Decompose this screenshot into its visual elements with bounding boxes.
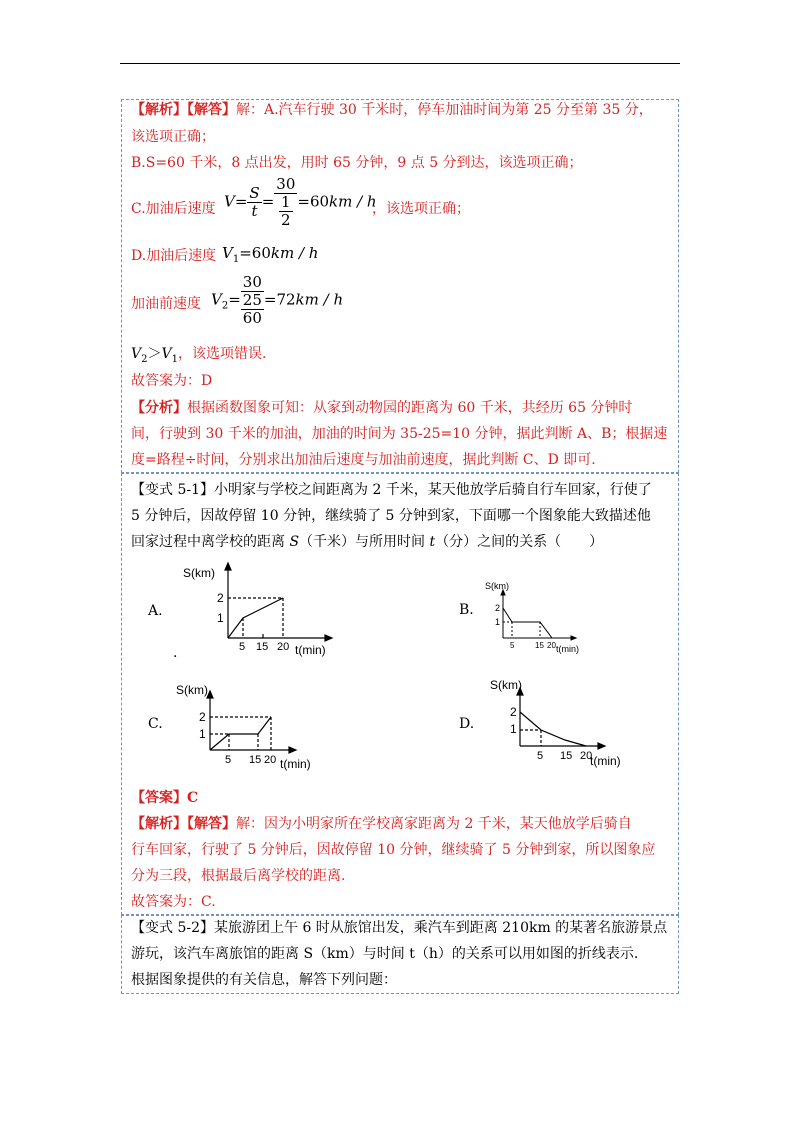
graph-a-xlabel: t(min): [295, 643, 326, 657]
s2-exp3: 分为三段，根据最后离学校的距离.: [131, 868, 346, 884]
graph-b-tick-5: 5: [510, 641, 515, 650]
graph-c-tick-15: 15: [249, 754, 262, 766]
graph-b-curve: [503, 608, 552, 638]
graph-a-tick-2: 2: [217, 591, 224, 605]
option-b-label: B.: [459, 602, 474, 618]
s1-line9: 【分析】根据函数图象可知：从家到动物园的距离为 60 千米，共经历 65 分钟时: [131, 400, 633, 416]
graph-a-y-arrow: [225, 563, 231, 570]
s1-line4-pre: C.加油后速度: [131, 201, 216, 217]
graph-c-tick-5: 5: [225, 754, 232, 766]
stray-dot: .: [173, 645, 178, 661]
graph-d-x-arrow: [598, 743, 605, 749]
graph-d-tick-5: 5: [537, 750, 544, 762]
graph-b-xlabel: t(min): [556, 644, 579, 654]
graph-c-tick-20: 20: [264, 754, 277, 766]
graph-c-tick-2: 2: [199, 710, 206, 724]
s1-line11: 度=路程÷时间，分别求出加油后速度与加油前速度，据此判断 C、D 即可.: [131, 452, 596, 468]
graph-d-ylabel: S(km): [490, 678, 522, 692]
header-rule: [120, 63, 680, 64]
s2-exp2: 行车回家，行驶了 5 分钟后，因故停留 10 分钟，继续骑了 5 分钟到家，所以图象应: [131, 842, 656, 858]
s1-line7: $V_2>V_1$，该选项错误.: [131, 346, 267, 365]
graph-a-ylabel: S(km): [183, 566, 215, 580]
s1-line2: 该选项正确；: [131, 129, 215, 145]
graph-b-tick-1: 1: [495, 617, 501, 627]
graph-a-tick-1: 1: [217, 611, 224, 625]
graph-b-ylabel: S(km): [485, 581, 509, 591]
graph-c-x-arrow: [289, 747, 296, 753]
s2-exp4: 故答案为：C.: [131, 894, 216, 910]
s1-line3: B.S=60 千米，8 点出发，用时 65 分钟，9 点 5 分到达，该选项正确；: [131, 155, 583, 171]
option-d-label: D.: [459, 716, 475, 732]
graph-c-tick-1: 1: [199, 727, 206, 741]
graph-d-curve: [520, 712, 586, 746]
graph-c: [175, 682, 335, 777]
s2-line3: 回家过程中离学校的距离 S（千米）与所用时间 t（分）之间的关系（ ）: [131, 534, 604, 550]
s1-line8: 故答案为：D: [131, 373, 213, 389]
graph-d-tick-20: 20: [580, 750, 593, 762]
s3-line3: 根据图象提供的有关信息，解答下列问题：: [131, 972, 397, 988]
s2-line2: 5 分钟后，因故停留 10 分钟，继续骑了 5 分钟到家，下面哪一个图象能大致描述他: [131, 508, 651, 524]
s1-line4-post: ，该选项正确；: [372, 201, 470, 217]
graph-d-tick-1: 1: [510, 722, 517, 736]
graph-a-x-arrow: [325, 635, 332, 641]
graph-b: [485, 578, 605, 658]
s2-exp1: 【解析】【解答】解：因为小明家所在学校离家距离为 2 千米，某天他放学后骑自: [131, 816, 632, 832]
formula-d2: $V_2=$ $\frac{30}{\frac{25}{60}}$ =72km / h: [211, 273, 344, 327]
graph-c-curve: [210, 717, 271, 750]
option-a-label: A.: [148, 603, 163, 619]
graph-a-tick-5: 5: [239, 641, 246, 653]
s1-line1: 【解析】【解答】解：A.汽车行驶 30 千米时，停车加油时间为第 25 分至第 35 分，: [131, 102, 653, 118]
graph-b-tick-20: 20: [547, 641, 556, 650]
graph-a-tick-15-label: 15: [256, 641, 269, 653]
graph-d-xlabel: t(min): [590, 754, 621, 768]
option-c-label: C.: [148, 716, 163, 732]
graph-a-tick-20: 20: [277, 641, 290, 653]
s1-line6-pre: 加油前速度: [131, 296, 201, 312]
s3-line2: 游玩，该汽车离旅馆的距离 S（km）与时间 t（h）的关系可以用如图的折线表示.: [131, 946, 639, 962]
graph-b-x-arrow: [571, 636, 576, 640]
formula-c: V= $\frac{S}{t}$ = $\frac{30}{\frac{1}{2}}$ =60km / h: [224, 175, 377, 229]
graph-a-curve: [228, 598, 283, 638]
formula-d1: $V_1=60km / h$: [222, 244, 319, 265]
s2-line1: 【变式 5-1】小明家与学校之间距离为 2 千米，某天他放学后骑自行车回家，行使了: [131, 482, 652, 498]
graph-d: [490, 676, 640, 774]
s3-line1: 【变式 5-2】某旅游团上午 6 时从旅馆出发，乘汽车到距离 210km 的某著名旅游景点: [131, 920, 668, 936]
graph-a: [183, 560, 343, 660]
graph-d-tick-2: 2: [510, 705, 517, 719]
graph-b-tick-2: 2: [495, 603, 501, 613]
s1-line5-pre: D.加油后速度: [131, 248, 217, 264]
s1-line10: 间，行驶到 30 千米的加油，加油的时间为 35-25=10 分钟，据此判断 A、B；根据速: [131, 426, 668, 442]
graph-b-tick-15: 15: [535, 641, 544, 650]
graph-c-xlabel: t(min): [280, 757, 311, 771]
graph-d-tick-15: 15: [560, 750, 573, 762]
graph-c-ylabel: S(km): [176, 683, 208, 697]
s2-answer: 【答案】C: [131, 790, 199, 806]
